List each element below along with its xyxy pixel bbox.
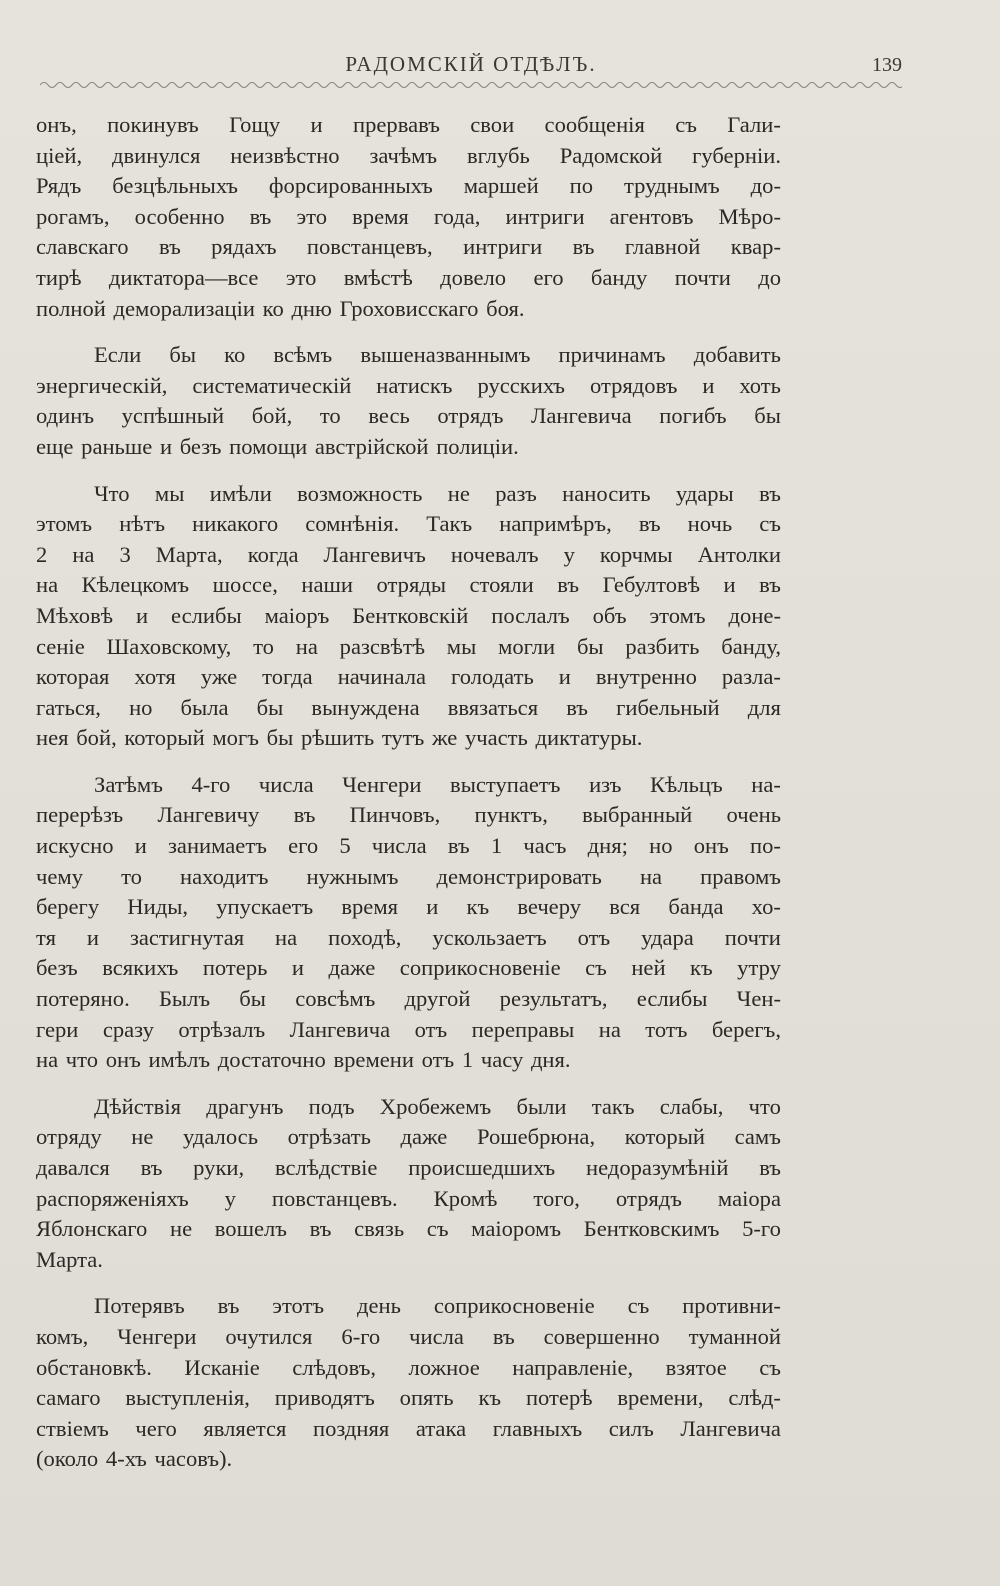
text-line: давался въ руки, вслѣдствіе происшедшихъ недоразумѣній въ (36, 1155, 781, 1180)
text-line: берегу Ниды, упускаетъ время и къ вечеру вся банда хо- (36, 894, 781, 920)
text-line: полной деморализаціи ко дню Гроховисскаго боя. (36, 295, 525, 321)
text-line: 2 на 3 Марта, когда Лангевичъ ночевалъ у корчмы Антолки (36, 541, 781, 567)
text-line: обстановкѣ. Исканіе слѣдовъ, ложное направленіе, взятое съ (36, 1354, 781, 1380)
paragraph (36, 479, 781, 754)
paragraph (36, 340, 781, 462)
text-line: Мѣховѣ и еслибы маіоръ Бентковскій послалъ объ этомъ донe- (36, 602, 781, 628)
text-line: самаго выступленія, приводятъ опять къ потерѣ времени, слѣд- (36, 1385, 781, 1411)
text-line: нея бой, который могъ бы рѣшить тутъ же участь диктатуры. (36, 725, 643, 751)
text-line: гаться, но была бы вынуждена ввязаться въ гибельный для (36, 694, 781, 720)
text-line: комъ, Ченгери очутился 6-го числа въ совершенно туманной (36, 1323, 781, 1349)
decorative-wavy-rule (40, 76, 902, 94)
text-line: гери сразу отрѣзалъ Лангевича отъ переправы на тотъ берегъ, (36, 1016, 781, 1042)
text-line: Потерявъ въ этотъ день соприкосновеніе съ противни- (94, 1293, 781, 1319)
paragraph (36, 1092, 781, 1276)
text-line: распоряженіяхъ у повстанцевъ. Кромѣ того, отрядъ маіора (36, 1185, 781, 1211)
text-line: энергическій, систематическій натискъ русскихъ отрядовъ и хоть (36, 372, 781, 398)
text-line: на что онъ имѣлъ достаточно времени отъ 1 часу дня. (36, 1047, 571, 1073)
text-line: Что мы имѣли возможность не разъ наносить удары въ (94, 480, 781, 506)
text-line: этомъ нѣтъ никакого сомнѣнія. Такъ напримѣръ, въ ночь съ (36, 511, 781, 537)
text-line: рогамъ, особенно въ это время года, интриги агентовъ Мѣро- (36, 203, 781, 229)
text-line: одинъ успѣшный бой, то весь отрядъ Лангевича погибъ бы (36, 403, 781, 429)
paragraph (36, 1291, 781, 1475)
text-line: перерѣзъ Лангевичу въ Пинчовъ, пунктъ, выбранный очень (36, 802, 781, 828)
text-line: славскаго въ рядахъ повстанцевъ, интриги въ главной квар- (36, 234, 781, 260)
text-line: ціей, двинулся неизвѣстно зачѣмъ вглубь Радомской губерніи. (36, 142, 781, 168)
text-line: еще раньше и безъ помощи австрійской полиціи. (36, 433, 519, 459)
text-line: (около 4-хъ часовъ). (36, 1446, 233, 1472)
text-line: потеряно. Былъ бы совсѣмъ другой результатъ, еслибы Чен- (36, 986, 781, 1012)
running-title: РАДОМСКIЙ ОТДѢЛЪ. (345, 52, 597, 76)
text-line: тирѣ диктатора—все это вмѣстѣ довело его банду почти до (36, 264, 781, 290)
body-text (36, 110, 781, 1491)
text-line: безъ всякихъ потерь и даже соприкосновеніе съ ней къ утру (36, 955, 781, 981)
text-line: Яблонскаго не вошелъ въ связь съ маіоромъ Бентковскимъ 5-го (36, 1216, 781, 1242)
text-line: на Кѣлецкомъ шоссе, наши отряды стояли въ Гебултовѣ и въ (36, 572, 781, 598)
paragraph (36, 110, 781, 324)
text-line: отряду не удалось отрѣзать даже Рошебрюна, который самъ (36, 1124, 781, 1150)
text-line: Дѣйствія драгунъ подъ Хробежемъ были такъ слабы, что (94, 1093, 781, 1119)
text-line: искусно и занимаетъ его 5 числа въ 1 часъ дня; но онъ по- (36, 833, 781, 859)
text-line: Затѣмъ 4-го числа Ченгери выступаетъ изъ Кѣльцъ на- (94, 771, 781, 797)
paragraph (36, 770, 781, 1076)
text-line: Рядъ безцѣльныхъ форсированныхъ маршей по труднымъ до- (36, 173, 781, 199)
text-line: тя и застигнутая на походѣ, ускользаетъ отъ удара почти (36, 924, 781, 950)
text-line: ствіемъ чего является поздняя атака главныхъ силъ Лангевича (36, 1415, 781, 1441)
page-number: 139 (872, 54, 902, 76)
text-line: Марта. (36, 1246, 103, 1272)
text-line: онъ, покинувъ Гощу и прервавъ свои сообщенія съ Гали- (36, 112, 781, 137)
text-line: сеніе Шаховскому, то на разсвѣтѣ мы могли бы разбить банду, (36, 633, 781, 659)
text-line: Если бы ко всѣмъ вышеназваннымъ причинамъ добавить (94, 342, 781, 368)
text-line: которая хотя уже тогда начинала голодать и внутренно разла- (36, 664, 781, 690)
text-line: чему то находитъ нужнымъ демонстрировать на правомъ (36, 863, 781, 889)
